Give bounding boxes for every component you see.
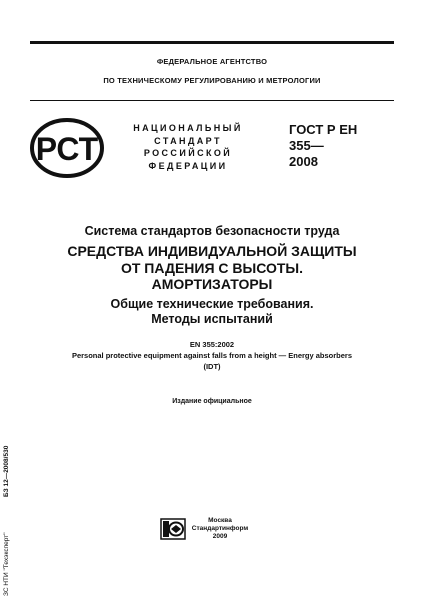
- top-rule: [30, 41, 394, 44]
- publisher-city: Москва: [208, 517, 232, 524]
- official-edition-label: Издание официальное: [172, 398, 252, 405]
- publisher-year: 2009: [212, 533, 228, 540]
- en-identity: (IDT): [203, 362, 221, 371]
- national-standard-line: СТАНДАРТ: [154, 135, 222, 146]
- document-main-title: [20, 243, 404, 293]
- standards-series-title: Система стандартов безопасности труда: [84, 224, 340, 238]
- main-title-line: АМОРТИЗАТОРЫ: [151, 276, 273, 292]
- gost-designation: [289, 122, 399, 170]
- national-standard-label: [128, 122, 248, 172]
- gost-line: ГОСТ Р ЕН: [289, 122, 358, 137]
- publisher-name: Стандартинформ: [191, 525, 249, 532]
- subtitle-line: Общие технические требования.: [110, 297, 314, 311]
- main-title-line: ОТ ПАДЕНИЯ С ВЫСОТЫ.: [120, 259, 304, 276]
- en-english-title: Personal protective equipment against falls from a height — Energy absorbers: [71, 351, 353, 360]
- document-subtitle: [20, 297, 404, 327]
- agency-name-line1: ФЕДЕРАЛЬНОЕ АГЕНТСТВО: [156, 57, 268, 66]
- national-standard-line: НАЦИОНАЛЬНЫЙ: [133, 123, 243, 133]
- national-standard-line: ФЕДЕРАЦИИ: [148, 160, 228, 171]
- publisher-info: [190, 517, 250, 541]
- subtitle-line: Методы испытаний: [151, 312, 273, 326]
- en-reference: [20, 339, 404, 372]
- header-rule: [30, 100, 394, 101]
- gost-line: 355—: [289, 138, 324, 153]
- rst-certification-mark-icon: [30, 118, 104, 178]
- logo-text: РСТ: [35, 131, 99, 167]
- agency-name-line2: ПО ТЕХНИЧЕСКОМУ РЕГУЛИРОВАНИЮ И МЕТРОЛОГИИ: [103, 76, 321, 85]
- main-title-line: СРЕДСТВА ИНДИВИДУАЛЬНОЙ ЗАЩИТЫ: [67, 243, 357, 259]
- standartinform-logo-icon: [160, 518, 186, 540]
- side-note: ЗС НТИ "Техэксперт": [3, 532, 10, 596]
- gost-line: 2008: [289, 154, 318, 169]
- en-code: EN 355:2002: [189, 340, 235, 349]
- side-code: БЗ 12—2008/530: [3, 445, 10, 497]
- national-standard-line: РОССИЙСКОЙ: [143, 148, 233, 158]
